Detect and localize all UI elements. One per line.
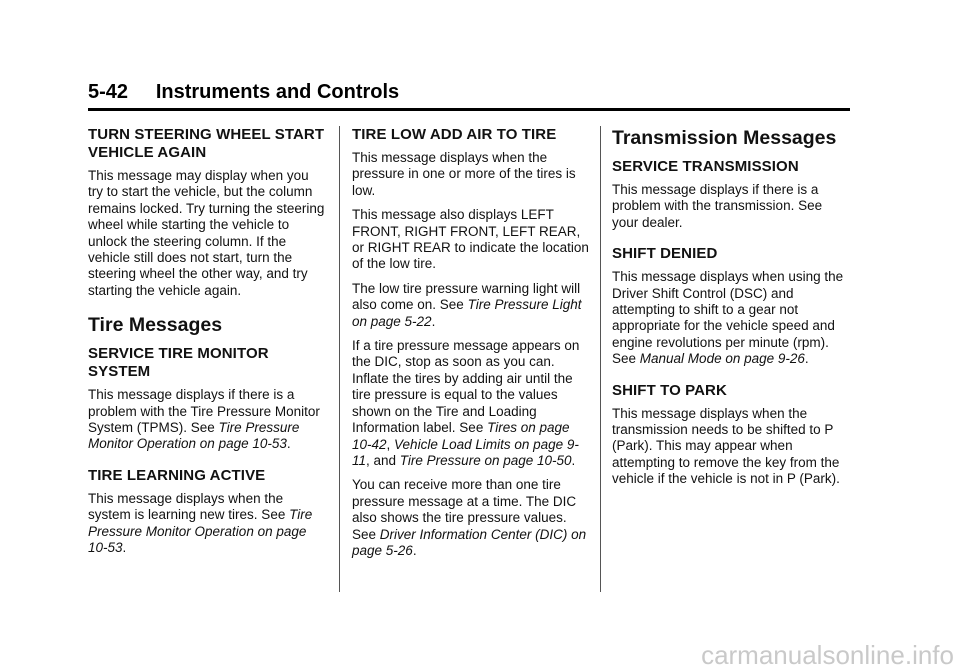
section-title-transmission-messages: Transmission Messages bbox=[612, 127, 837, 149]
heading-tire-low-add-air: TIRE LOW ADD AIR TO TIRE bbox=[352, 126, 557, 143]
page-header bbox=[88, 80, 850, 111]
watermark: carmanualsonline.info bbox=[701, 640, 954, 670]
cross-reference-link[interactable]: Driver Information Center (DIC) on page 5-26 bbox=[352, 526, 587, 558]
section-title-tire-messages: Tire Messages bbox=[88, 314, 223, 337]
paragraph: This message displays when using the Driver Shift Control (DSC) and attempting to shift to a gear not appropriate for the vehicle speed and engine revolutions per minute (rpm). See Manual Mode on page 9-26. bbox=[612, 269, 844, 367]
cross-reference-link[interactable]: Manual Mode on page 9-26 bbox=[639, 351, 805, 367]
cross-reference-link[interactable]: Tire Pressure on page 10-50 bbox=[399, 452, 572, 468]
heading-tire-learning-active: TIRE LEARNING ACTIVE bbox=[88, 466, 266, 484]
heading-turn-steering-wheel: TURN STEERING WHEEL START VEHICLE AGAIN bbox=[88, 126, 325, 161]
cross-reference-link[interactable]: Tire Pressure Light on page 5-22 bbox=[352, 297, 582, 329]
column-middle bbox=[352, 126, 590, 567]
column-left bbox=[88, 126, 326, 565]
column-right bbox=[612, 126, 850, 496]
paragraph: This message displays when the system is learning new tires. See Tire Pressure Monitor Operation on page 10-53. bbox=[88, 490, 313, 556]
paragraph: This message displays when the transmission needs to be shifted to P (Park). This may appear when attempting to remove the key from the vehicle if the vehicle is not in P (Park). bbox=[612, 405, 840, 487]
paragraph: This message displays if there is a problem with the Tire Pressure Monitor System (TPMS). See Tire Pressure Monitor Operation on page 10-53. bbox=[88, 387, 320, 452]
paragraph: If a tire pressure message appears on the DIC, stop as soon as you can. Inflate the tires by adding air until the tire pressure is equal to the values shown on the Tire and Loading Information label. See Tires on page 10-42, Vehicle Load Limits on page 9-11, and Tire Pressure on page 10-50. bbox=[352, 338, 580, 468]
heading-shift-denied: SHIFT DENIED bbox=[612, 245, 718, 263]
column-divider bbox=[339, 126, 340, 592]
column-divider bbox=[600, 126, 601, 592]
paragraph: You can receive more than one tire pressure message at a time. The DIC also shows the tire pressure values. See Driver Information Center (DIC) on page 5-26. bbox=[352, 477, 587, 558]
paragraph: This message may display when you try to start the vehicle, but the column remains locked. Try turning the steering wheel while starting the vehicle to unlock the steering column. If the vehicle still does not start, turn the steering wheel the other way, and try starting the vehicle again. bbox=[88, 168, 325, 298]
heading-service-transmission: SERVICE TRANSMISSION bbox=[612, 158, 799, 175]
cross-reference-link[interactable]: Tire Pressure Monitor Operation on page 10-53 bbox=[88, 507, 313, 556]
cross-reference-link[interactable]: Vehicle Load Limits on page 9-11 bbox=[352, 436, 579, 468]
paragraph: This message also displays LEFT FRONT, RIGHT FRONT, LEFT REAR, or RIGHT REAR to indicate the location of the low tire. bbox=[352, 207, 589, 272]
heading-service-tire-monitor: SERVICE TIRE MONITOR SYSTEM bbox=[88, 345, 269, 381]
paragraph: The low tire pressure warning light will also come on. See Tire Pressure Light on page 5-22. bbox=[352, 280, 582, 329]
paragraph: This message displays if there is a problem with the transmission. See your dealer. bbox=[612, 182, 823, 230]
heading-shift-to-park: SHIFT TO PARK bbox=[612, 381, 727, 399]
cross-reference-link[interactable]: Tire Pressure Monitor Operation on page 10-53 bbox=[88, 420, 300, 452]
paragraph: This message displays when the pressure in one or more of the tires is low. bbox=[352, 150, 576, 198]
cross-reference-link[interactable]: Tires on page 10-42 bbox=[352, 420, 570, 452]
page-title: 5-42 Instruments and Controls bbox=[88, 81, 400, 103]
